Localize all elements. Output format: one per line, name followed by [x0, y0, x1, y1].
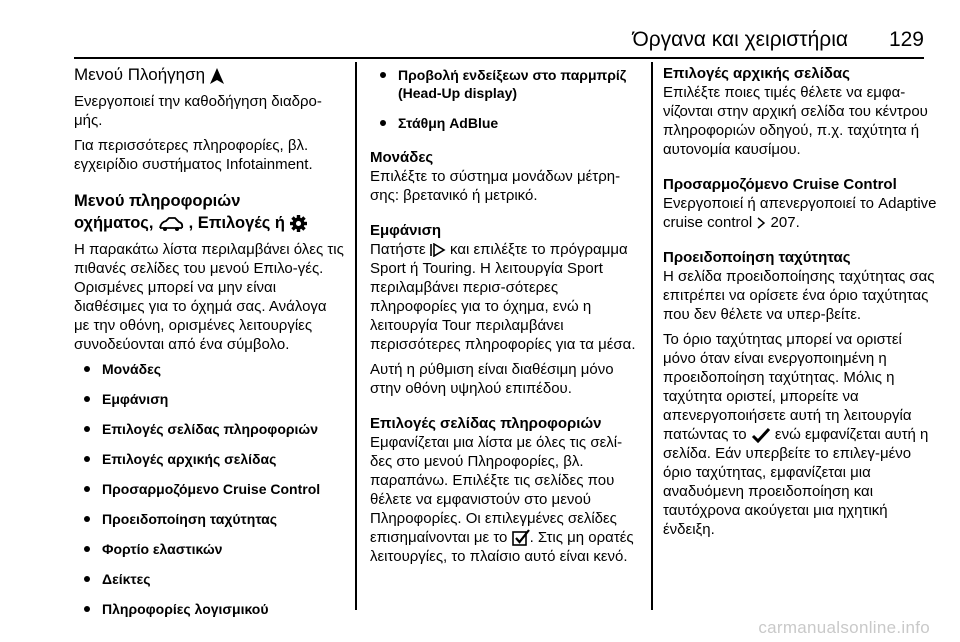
watermark: carmanualsonline.info — [758, 618, 930, 637]
list-item: Στάθμη AdBlue — [370, 114, 642, 132]
vehicle-info-paragraph: Η παρακάτω λίστα περιλαμβάνει όλες τις πιθανές σελίδες του μενού Επιλο-γές. Ορισμένες μπορεί να μην είναι διαθέσιμες για το όχημά σας. Ανάλογα με την οθόνη, ορισμένες λειτουργίες συνοδεύονται από ένα σύμβολο. — [74, 241, 344, 353]
home-page-options-paragraph: Επιλέξτε ποιες τιμές θέλετε να εμφα-νίζονται στην αρχική σελίδα του κέντρου πληροφοριών οδηγού, π.χ. ταχύτητα ή αυτονομία καυσίμου. — [663, 84, 928, 158]
list-item: Φορτίο ελαστικών — [74, 540, 346, 558]
page-number: 129 — [888, 28, 924, 51]
column-divider — [355, 62, 357, 610]
list-item: Επιλογές αρχικής σελίδας — [74, 450, 346, 468]
speed-warning-paragraph-2: Το όριο ταχύτητας μπορεί να οριστεί μόνο όταν είναι ενεργοποιημένη η προειδοποίηση ταχύτητας. Μόλις η ταχύτητα οριστεί, μπορείτε να απενεργοποιήσετε αυτή τη λειτουργία πατώντας το ενώ εμφανίζεται αυτή η σελίδα. Εάν υπερβείτε το επιλεγ-μένο όριο ταχύτητας, εμφανίζεται μια αναδυόμενη προειδοποίηση και ταυτόχρονα ακούγεται μια ηχητική ένδειξη. — [663, 331, 929, 538]
options-menu-list-continued — [370, 66, 642, 132]
units-paragraph: Επιλέξτε το σύστημα μονάδων μέτρη-σης: βρετανικό ή μετρικό. — [370, 168, 621, 204]
vehicle-info-title-part-b: , Επιλογές ή — [188, 214, 285, 232]
vehicle-info-title-line-2 — [74, 212, 346, 234]
speed-warning-paragraph-1: Η σελίδα προειδοποίησης ταχύτητας σας επιτρέπει να ορίσετε ένα όριο ταχύτητας που δεν θέλετε να υπερ-βείτε. — [663, 268, 935, 323]
nav-paragraph-2: Για περισσότερες πληροφορίες, βλ. εγχειρίδιο συστήματος Infotainment. — [74, 137, 313, 173]
list-item: Επιλογές σελίδας πληροφοριών — [74, 420, 346, 438]
units-title: Μονάδες — [370, 149, 434, 166]
acc-title: Προσαρμοζόμενο Cruise Control — [663, 176, 897, 193]
display-title: Εμφάνιση — [370, 222, 442, 239]
display-paragraph-2: Αυτή η ρύθμιση είναι διαθέσιμη μόνο στην οθόνη υψηλού επιπέδου. — [370, 361, 614, 397]
column-1 — [74, 64, 346, 630]
navigation-arrow-icon — [210, 68, 224, 84]
info-page-options-paragraph: Εμφανίζεται μια λίστα με όλες τις σελί-δες στο μενού Πληροφορίες, βλ. παραπάνω. Επιλέξτε τις σελίδες που θέλετε να εμφανιστούν στο μενού Πληροφορίες. Οι επιλεγμένες σελίδες επισημαίνονται με το . Στις μη ορατές λειτουργίες, το πλαίσιο αυτό είναι κενό. — [370, 434, 634, 566]
section-title-navigation — [74, 64, 346, 86]
vehicle-info-title-line-1: Μενού πληροφοριών — [74, 192, 241, 210]
play-button-icon — [430, 243, 446, 257]
column-divider — [651, 62, 653, 610]
vehicle-info-title-part-a: οχήματος, — [74, 214, 154, 232]
display-paragraph-1: Πατήστε και επιλέξτε το πρόγραμμα Sport ή Touring. Η λειτουργία Sport περιλαμβάνει περισ-σότερες πληροφορίες για το όχημα, ενώ η λειτουργία Tour περιλαμβάνει περισσότερες πληροφορίες για τα μέσα. — [370, 241, 636, 353]
column-3 — [663, 64, 938, 545]
list-item: Πληροφορίες λογισμικού — [74, 600, 346, 618]
section-title-vehicle-info — [74, 190, 346, 234]
nav-paragraph-1: Ενεργοποιεί την καθοδήγηση διαδρο-μής. — [74, 93, 322, 129]
column-2 — [370, 64, 642, 572]
home-page-options-title: Επιλογές αρχικής σελίδας — [663, 65, 850, 82]
list-item: Δείκτες — [74, 570, 346, 588]
page-header — [0, 0, 960, 58]
gear-icon — [290, 215, 307, 232]
list-item: Προσαρμοζόμενο Cruise Control — [74, 480, 346, 498]
list-item: Εμφάνιση — [74, 390, 346, 408]
list-item: Προειδοποίηση ταχύτητας — [74, 510, 346, 528]
header-title: Όργανα και χειριστήρια — [632, 28, 848, 51]
nav-title-text: Μενού Πλοήγηση — [74, 65, 206, 84]
header-rule — [74, 57, 924, 59]
options-menu-list — [74, 360, 346, 618]
acc-paragraph: Ενεργοποιεί ή απενεργοποιεί το Adaptive cruise control 207. — [663, 195, 937, 231]
info-page-options-title: Επιλογές σελίδας πληροφοριών — [370, 415, 602, 432]
car-icon — [158, 216, 184, 232]
speed-warning-title: Προειδοποίηση ταχύτητας — [663, 249, 851, 266]
checkbox-checked-icon — [512, 529, 530, 547]
page-reference-arrow-icon — [756, 217, 766, 229]
checkmark-icon — [751, 427, 771, 443]
list-item: Μονάδες — [74, 360, 346, 378]
list-item: Προβολή ενδείξεων στο παρμπρίζ (Head-Up display) — [370, 66, 642, 102]
